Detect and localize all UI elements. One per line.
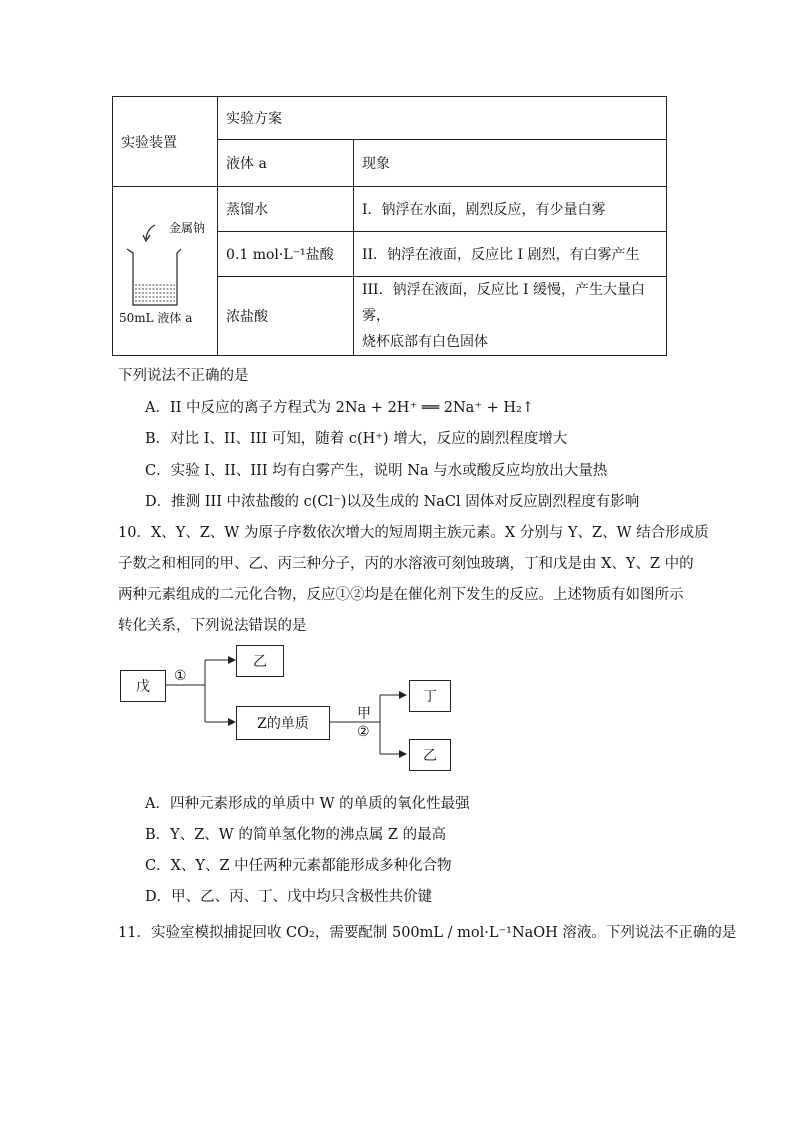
q9-option-d: D．推测 III 中浓盐酸的 c(Cl⁻)以及生成的 NaCl 固体对反应剧烈程度有影响 xyxy=(145,494,640,510)
beaker-illustration xyxy=(113,187,217,355)
q10-stem-line: 10．X、Y、Z、W 为原子序数依次增大的短周期主族元素。X 分别与 Y、Z、W 结合形成质 xyxy=(118,525,709,541)
reaction-2-label: ② xyxy=(357,724,370,740)
reaction-1-label: ① xyxy=(174,668,187,684)
phenomenon-line: III．钠浮在液面，反应比 I 缓慢，产生大量白雾， xyxy=(362,282,646,324)
q9-option-b: B．对比 I、II、III 可知，随着 c(H⁺) 增大，反应的剧烈程度增大 xyxy=(145,431,568,447)
reagent-jia-label: 甲 xyxy=(357,706,371,722)
liquid-cell: 浓盐酸 xyxy=(218,277,354,356)
q9-stem: 下列说法不正确的是 xyxy=(118,368,249,384)
phenomenon-cell: II．钠浮在液面，反应比 I 剧烈，有白雾产生 xyxy=(354,232,667,277)
node-z-element: Z的单质 xyxy=(236,706,330,740)
q11-stem: 11．实验室模拟捕捉回收 CO₂，需要配制 500mL / mol·L⁻¹NaOH 溶液。下列说法不正确的是 xyxy=(118,925,737,941)
q10-option-a: A．四种元素形成的单质中 W 的单质的氧化性最强 xyxy=(145,796,470,812)
q10-option-c: C．X、Y、Z 中任两种元素都能形成多种化合物 xyxy=(145,858,452,874)
q9-option-a: A．II 中反应的离子方程式为 2Na + 2H⁺ ══ 2Na⁺ + H₂↑ xyxy=(145,400,534,416)
node-wu: 戊 xyxy=(120,670,166,702)
liquid-header: 液体 a xyxy=(218,140,354,187)
liquid-cell: 0.1 mol·L⁻¹盐酸 xyxy=(218,232,354,277)
node-yi: 乙 xyxy=(236,645,284,677)
apparatus-header: 实验装置 xyxy=(113,97,218,187)
scheme-header: 实验方案 xyxy=(218,97,667,140)
q10-stem-line: 转化关系，下列说法错误的是 xyxy=(118,618,307,634)
liquid-cell: 蒸馏水 xyxy=(218,187,354,232)
q10-stem-line: 两种元素组成的二元化合物，反应①②均是在催化剂下发生的反应。上述物质有如图所示 xyxy=(118,587,684,603)
sodium-label: 金属钠 xyxy=(169,221,206,235)
q10-option-d: D．甲、乙、丙、丁、戊中均只含极性共价键 xyxy=(145,889,433,905)
phenomenon-header: 现象 xyxy=(354,140,667,187)
q10-option-b: B．Y、Z、W 的简单氢化物的沸点属 Z 的最高 xyxy=(145,827,447,843)
node-yi-2: 乙 xyxy=(409,739,451,771)
phenomenon-cell: I．钠浮在水面，剧烈反应，有少量白雾 xyxy=(354,187,667,232)
liquid-a-label: 50mL 液体 a xyxy=(119,311,193,325)
q10-stem-line: 子数之和相同的甲、乙、丙三种分子，丙的水溶液可刻蚀玻璃，丁和戊是由 X、Y、Z 中的 xyxy=(118,556,694,572)
phenomenon-line: 烧杯底部有白色固体 xyxy=(362,334,488,350)
experiment-table xyxy=(112,96,667,356)
q9-option-c: C．实验 I、II、III 均有白雾产生，说明 Na 与水或酸反应均放出大量热 xyxy=(145,463,608,479)
phenomenon-cell xyxy=(354,277,667,356)
apparatus-cell xyxy=(113,187,218,356)
node-ding: 丁 xyxy=(409,680,451,712)
